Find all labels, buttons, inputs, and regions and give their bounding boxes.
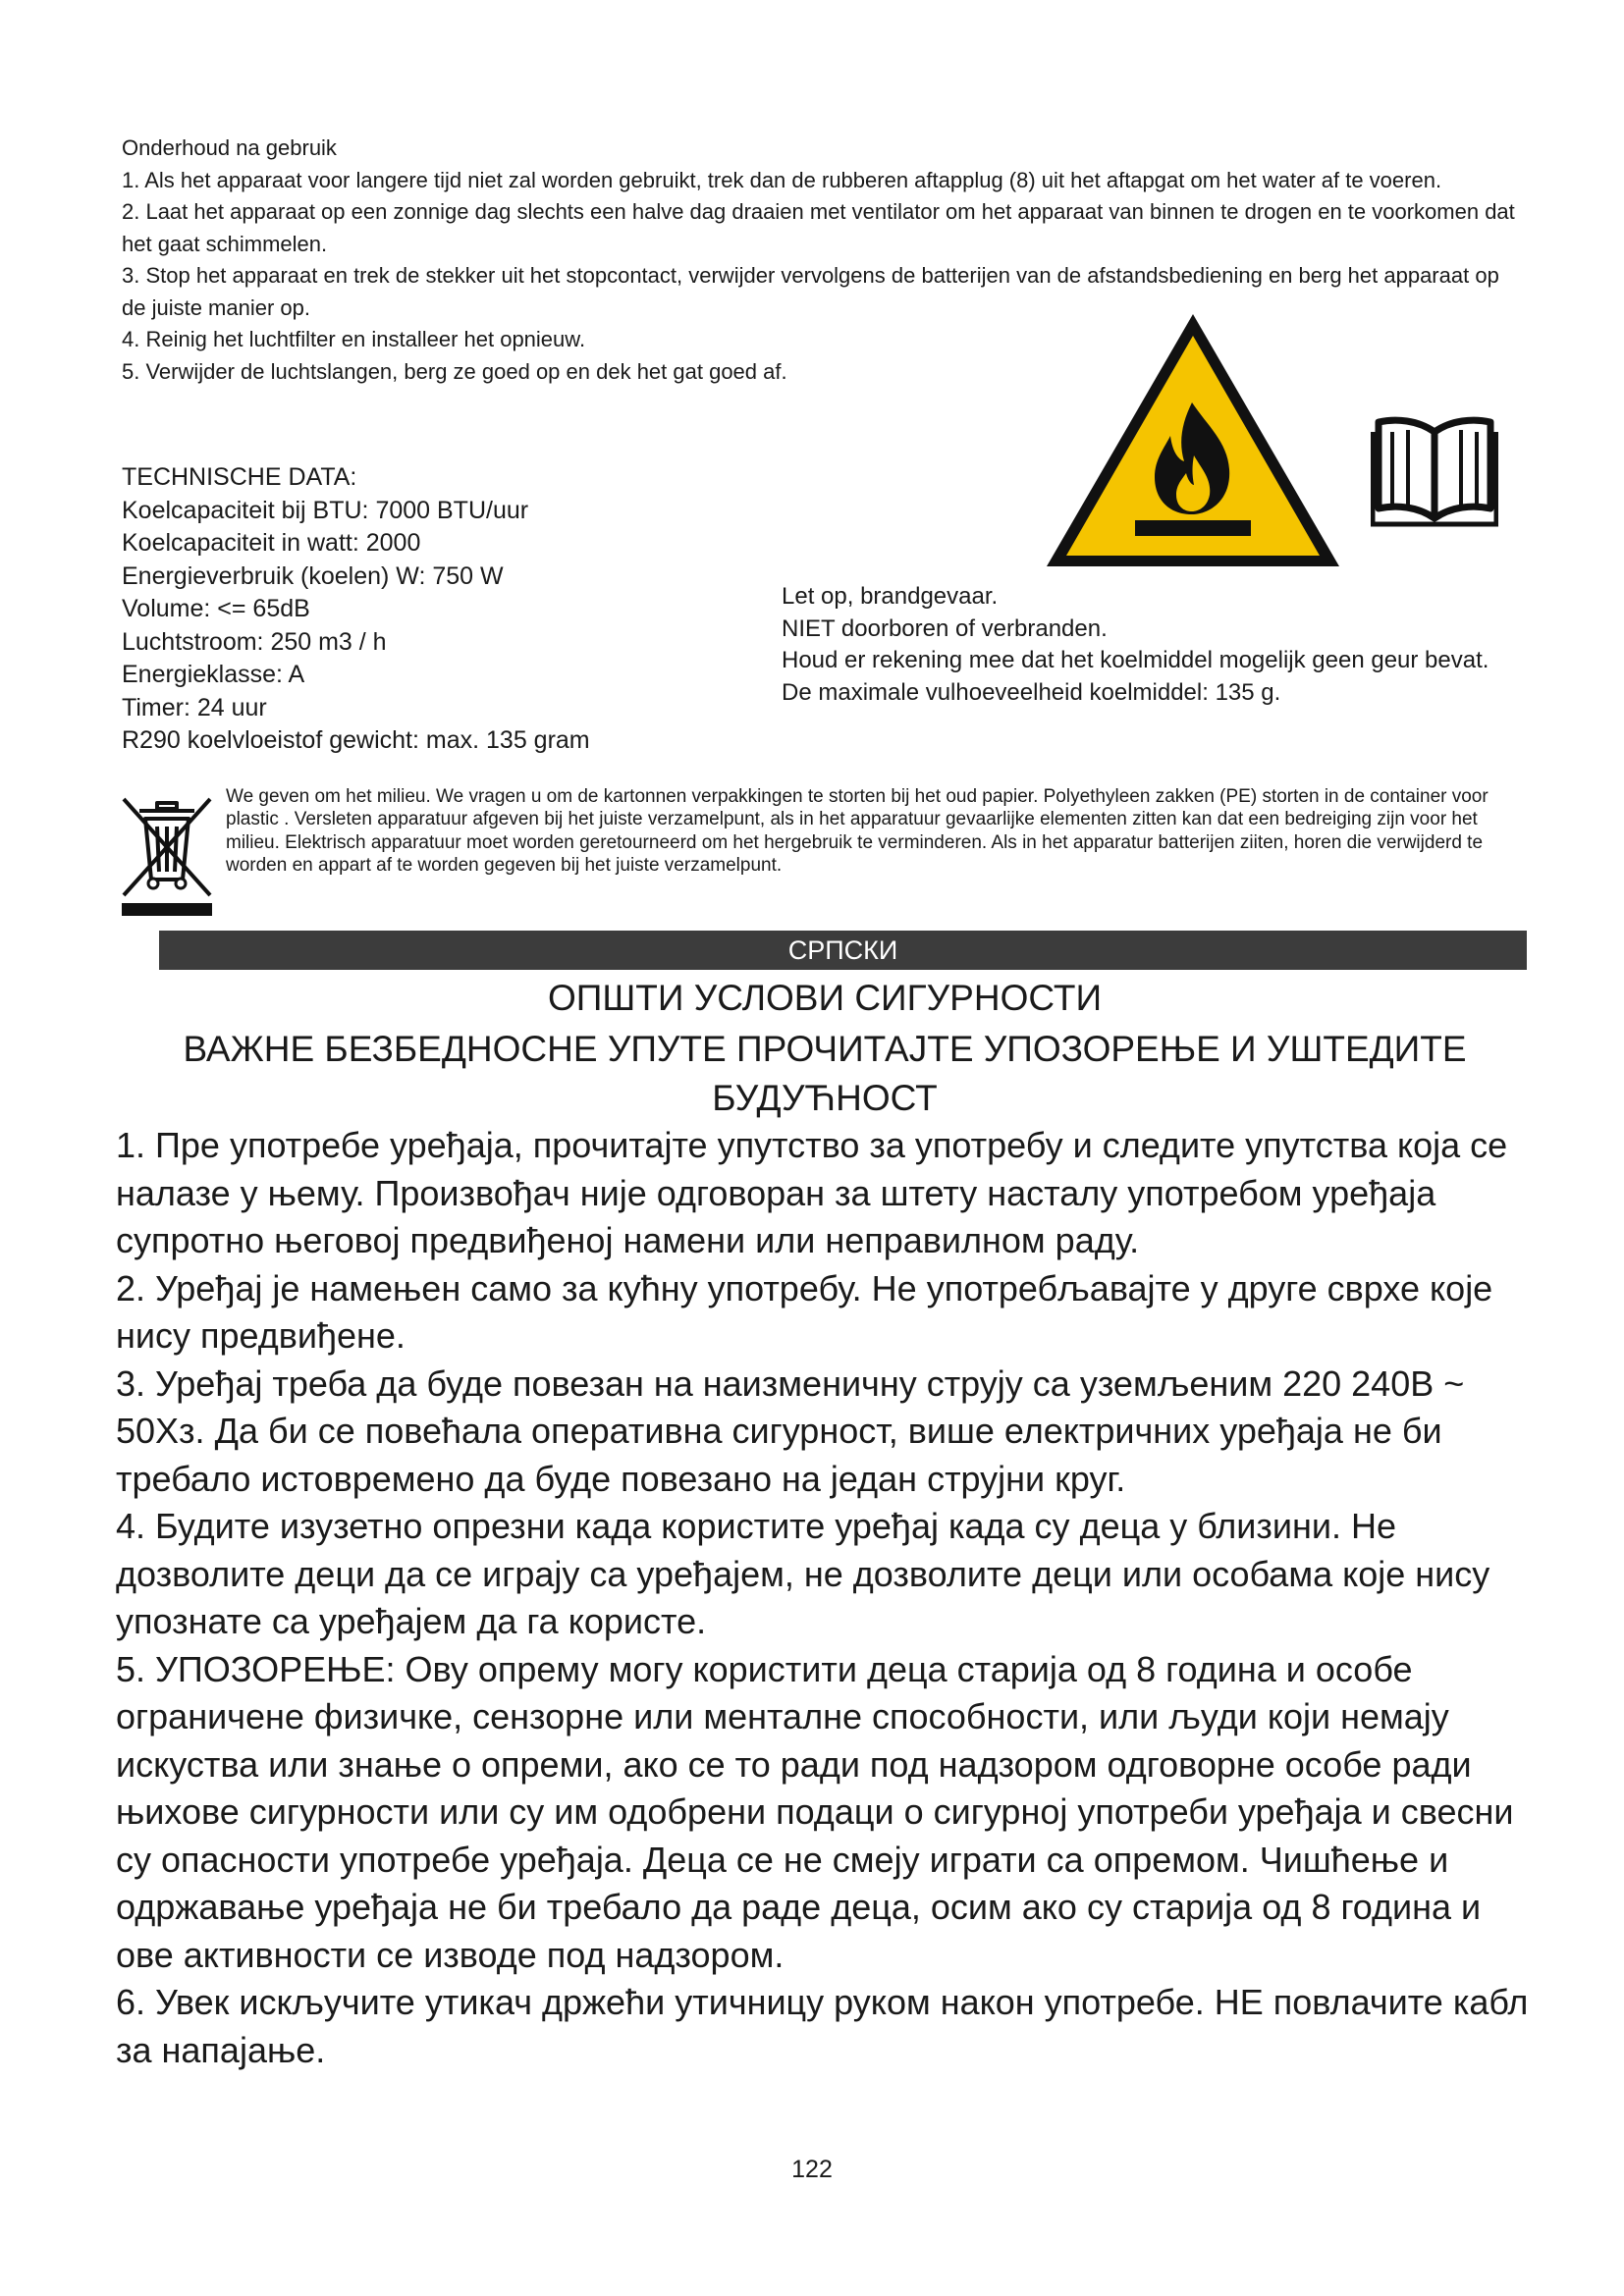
technical-item: Energieverbruik (koelen) W: 750 W [122, 561, 504, 590]
technical-heading: TECHNISCHE DATA: [122, 463, 357, 491]
safety-item: 4. Будите изузетно опрезни када користите уређај када су деца у близини. Не дозволите деци да се играју са уређајем, не дозволите деци или особама које нису упознате са уређајем да га користе. [116, 1506, 1490, 1641]
fire-warning-line: NIET doorboren of verbranden. [782, 614, 1108, 642]
maintenance-item: 5. Verwijder de luchtslangen, berg ze goed op en dek het gat goed af. [122, 358, 787, 384]
environment-notice: We geven om het milieu. We vragen u om de kartonnen verpakkingen te storten bij het oud papier. Polyethyleen zakken (PE) storten in de container voor plastic . Versleten apparatuur afgeven bij het juiste verzamelpunt, als in het apparatuur gevaarlijke elementen zitten kan dat een bedreiging zijn voor het milieu. Elektrisch apparatuur moet worden geretourneerd om het hergebruik te verminderen. Als in het apparatur batterijen ziiten, horen die verwijderd te worden en appart af te worden gegeven bij het juiste verzamelpunt. [226, 786, 1489, 876]
section-title: ОПШТИ УСЛОВИ СИГУРНОСТИ [547, 978, 1103, 1018]
technical-item: Energieklasse: A [122, 661, 305, 688]
technical-item: Luchtstroom: 250 m3 / h [122, 627, 387, 656]
maintenance-heading: Onderhoud na gebruik [122, 135, 337, 160]
safety-instructions-list [116, 1122, 1540, 2074]
safety-item: 5. УПОЗОРЕЊЕ: Ову опрему могу користити деца старија од 8 година и особе ограничене физичке, сензорне или менталне способности, или људи који немају искуства или знање о опреми, ако се то ради под надзором одговорне особе ради њихове сигурности или су им одобрени подаци о сигурној употреби уређаја и свесни су опасности употребе уређаја. Деца се не смеју играти са опремом. Чишћење и одржавање уређаја не би требало да раде деца, осим ако су старија од 8 година и ове активности се изводе под надзором. [116, 1648, 1514, 1975]
weee-bin-icon [118, 793, 216, 919]
fire-warning-line: De maximale vulhoeveelheid koelmiddel: 135 g. [782, 678, 1281, 706]
technical-item: Timer: 24 uur [122, 693, 267, 721]
maintenance-item: 4. Reinig het luchtfilter en installeer het opnieuw. [122, 327, 586, 351]
safety-item: 2. Уређај је намењен само за кућну употребу. Не употребљавајте у друге сврхе које нису предвиђене. [116, 1267, 1493, 1356]
section-subtitle: ВАЖНЕ БЕЗБЕДНОСНЕ УПУТЕ ПРОЧИТАЈТЕ УПОЗОРЕЊЕ И УШТЕДИТЕ БУДУЋНОСТ [183, 1029, 1467, 1118]
flammable-warning-icon [1045, 312, 1341, 569]
language-header-bar: СРПСКИ [159, 931, 1527, 970]
maintenance-item: 3. Stop het apparaat en trek de stekker uit het stopcontact, verwijder vervolgens de batterijen van de afstandsbediening en berg het apparaat op de juiste manier op. [122, 263, 1499, 320]
fire-warning-text [782, 581, 1547, 709]
technical-item: R290 koelvloeistof gewicht: max. 135 gram [122, 726, 590, 754]
safety-item: 6. Увек искључите утикач држећи утичницу руком након употребе. НЕ повлачите кабл за напајање. [116, 1982, 1529, 2070]
maintenance-item: 1. Als het apparaat voor langere tijd niet zal worden gebruikt, trek dan de rubberen aftapplug (8) uit het aftapgat om het water af te voeren. [122, 167, 1442, 192]
technical-data-section [122, 461, 632, 758]
read-manual-icon [1371, 412, 1498, 528]
fire-warning-line: Houd er rekening mee dat het koelmiddel mogelijk geen geur bevat. [782, 647, 1489, 673]
page-number: 122 [791, 2156, 833, 2183]
fire-warning-line: Let op, brandgevaar. [782, 583, 999, 610]
safety-item: 1. Пре употребе уређаја, прочитајте упутство за употребу и следите упутства која се налазе у њему. Произвођач није одговоран за штету насталу употребом уређаја супротно његовој предвиђеној намени или неправилном раду. [116, 1125, 1508, 1260]
technical-item: Koelcapaciteit bij BTU: 7000 BTU/uur [122, 496, 529, 524]
maintenance-item: 2. Laat het apparaat op een zonnige dag slechts een halve dag draaien met ventilator om het apparaat van binnen te drogen en te voorkomen dat het gaat schimmelen. [122, 199, 1515, 256]
safety-item: 3. Уређај треба да буде повезан на наизменичну струју са уземљеним 220 240В ~ 50Хз. Да би се повећала оперативна сигурност, више електричних уређаја не би требало истовремено да буде повезано на један струјни круг. [116, 1362, 1465, 1499]
technical-item: Volume: <= 65dB [122, 595, 310, 622]
technical-item: Koelcapaciteit in watt: 2000 [122, 529, 421, 557]
